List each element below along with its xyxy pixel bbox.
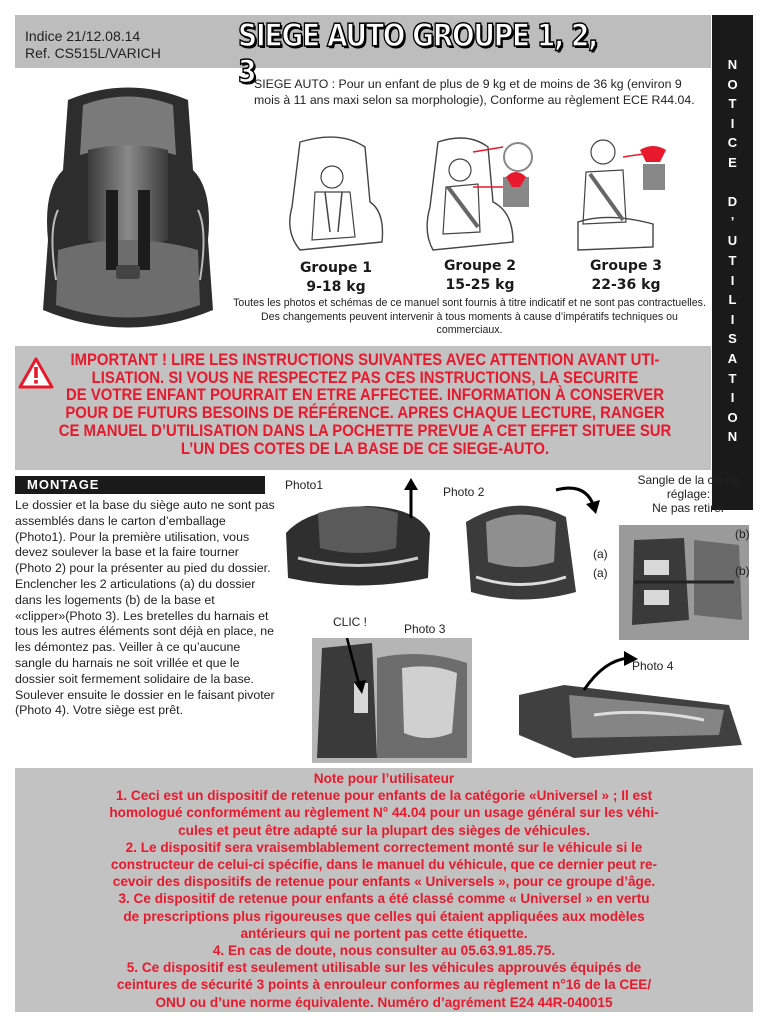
group-3-name: Groupe 3 [589,258,663,274]
important-warning-text [48,352,683,458]
group-1-illustration [270,132,410,257]
group-2-illustration [418,132,558,257]
photo-4-image [514,650,748,763]
note-line: 4. En cas de doute, nous consulter au 05.63.91.85.75. [212,943,556,959]
side-banner-letter: D [727,194,738,210]
page-title: SIEGE AUTO GROUPE 1, 2, 3 [238,18,598,90]
ref-text: Ref. CS515L/VARICH [25,45,161,61]
side-banner-letter: T [728,370,737,386]
note-heading: Note pour l’utilisateur [313,771,455,786]
clic-label: CLIC ! [333,615,368,629]
important-line: IMPORTANT ! LIRE LES INSTRUCTIONS SUIVANTES AVEC ATTENTION AVANT UTI- [70,351,660,369]
side-banner [712,15,753,510]
side-banner-letter: A [727,350,738,366]
note-line: 3. Ce dispositif de retenue pour enfants a été classé comme « Universel » en vertu [118,891,650,907]
important-line: CE MANUEL D’UTILISATION DANS LA POCHETTE PREVUE A CET EFFET SITUEE SUR [58,421,672,440]
strap-note-line-1: Sangle de la clé de [637,473,740,487]
note-line: ONU ou d’une norme équivalente. Numéro d’agrément E24 44R-040015 [155,994,613,1010]
side-banner-letter: ’ [730,213,735,229]
side-banner-letter: U [727,233,738,249]
photo-2-image [436,482,611,607]
photo-1-image [278,478,438,596]
montage-text: Le dossier et la base du siège auto ne sont pas assemblés dans le carton d’emballage (Photo1). Pour la première utilisation, vous devez soulever la base et la faire tourner (Photo 2) pour la présenter au pied du dossier. Enclencher les 2 articulations (a) du dossier dans les logements (b) de la base et «clipper»(Photo 3). Les bretelles du harnais et tous les autres éléments sont déjà en place, ne les démontez pas. Veiller à ce qu’aucune sangle du harnais ne soit vrillée et que le dossier soit fermement solidaire de la base. Soulever ensuite le dossier en le faisant pivoter (Photo 4). Votre siège est prêt. [15,498,275,718]
strap-note-line-2: réglage: [666,487,711,501]
articulation-detail-image [614,520,754,645]
side-banner-letter: T [728,252,737,268]
reference-block [25,28,161,62]
group-2-name: Groupe 2 [443,258,517,274]
intro-text: SIEGE AUTO : Pour un enfant de plus de 9 kg et de moins de 36 kg (environ 9 mois à 11 ans maxi selon sa morphologie), Conforme au règlement ECE R44.04. [254,77,695,107]
side-banner-text [712,55,753,447]
note-line: antérieurs qui ne portent pas cette étiquette. [240,925,528,941]
group-3-label [556,257,696,295]
side-banner-letter: S [728,331,737,347]
indice-text: Indice 21/12.08.14 [25,28,141,44]
label-b-top: (b) [735,527,750,541]
photo-3-image [312,638,472,763]
photo-3-label: Photo 3 [404,622,446,636]
note-line: 1. Ceci est un dispositif de retenue pour enfants de la catégorie «Universel » ; Il est [115,788,653,804]
note-line: 5. Ce dispositif est seulement utilisable sur les véhicules approuvés équipés de [126,960,642,976]
group-2-weight: 15-25 kg [445,277,515,293]
side-banner-letter: E [728,154,737,170]
group-1-weight: 9-18 kg [306,279,366,295]
label-a-top: (a) [593,547,608,561]
car-seat-photo [28,80,228,342]
photo-4-label: Photo 4 [632,659,674,673]
important-line: L’UN DES COTES DE LA BASE DE CE SIEGE-AUTO. [180,439,550,458]
note-line: homologué conformément au règlement N° 44.04 pour un usage général sur les véhi- [109,805,659,821]
photo-1-label: Photo1 [285,478,324,492]
disclaimer-text: Toutes les photos et schémas de ce manuel sont fournis à titre indicatif et ne sont pas contractuelles. Des changements peuvent intervenir à tous moments à cause d’impératifs techniques ou commerciaux. [233,297,706,336]
side-banner-letter: T [728,96,737,112]
note-line: constructeur de celui-ci spécifie, dans le manuel du véhicule, que ce dernier peut re- [110,857,658,873]
side-banner-letter: O [727,409,738,425]
note-line: de prescriptions plus rigoureuses que celles qui étaient appliquées aux modèles [123,908,645,924]
strap-note-line-3: Ne pas retirer [652,501,725,515]
side-banner-letter: N [727,429,738,445]
side-banner-letter: I [730,390,735,406]
important-line: POUR DE FUTURS BESOINS DE RÉFÉRENCE. APRES CHAQUE LECTURE, RANGER [65,404,665,423]
side-banner-letter: I [730,311,735,327]
group-3-weight: 22-36 kg [591,277,661,293]
side-banner-letter: I [730,272,735,288]
side-banner-letter: N [727,57,738,72]
important-line: LISATION. SI VOUS NE RESPECTEZ PAS CES INSTRUCTIONS, LA SECURITE [91,368,639,387]
note-line: cevoir des dispositifs de retenue pour enfants « Universels », pour ce groupe d’âge. [112,874,656,890]
group-1-label [266,259,406,297]
group-3-illustration [568,132,708,257]
photo-2-label: Photo 2 [443,485,485,499]
side-banner-letter [712,173,753,193]
group-2-label [410,257,550,295]
side-banner-letter: C [727,135,738,151]
montage-heading: MONTAGE [27,477,100,492]
user-note-text [15,770,753,1011]
side-banner-letter: L [728,292,737,308]
side-banner-letter: O [727,76,738,92]
note-line: ceintures de sécurité 3 points à enrouleur conformes au règlement n°16 de la CEE/ [116,977,652,993]
important-line: DE VOTRE ENFANT POURRAIT EN ETRE AFFECTEE. INFORMATION À CONSERVER [66,386,664,405]
note-line: cules et peut être adapté sur la plupart des sièges de véhicules. [178,822,590,838]
label-a-bottom: (a) [593,566,608,580]
label-b-bottom: (b) [735,564,750,578]
note-line: 2. Le dispositif sera vraisemblablement correctement monté sur le véhicule si le [125,839,643,855]
strap-note [626,473,751,515]
group-1-name: Groupe 1 [299,260,373,276]
side-banner-letter: I [730,115,735,131]
